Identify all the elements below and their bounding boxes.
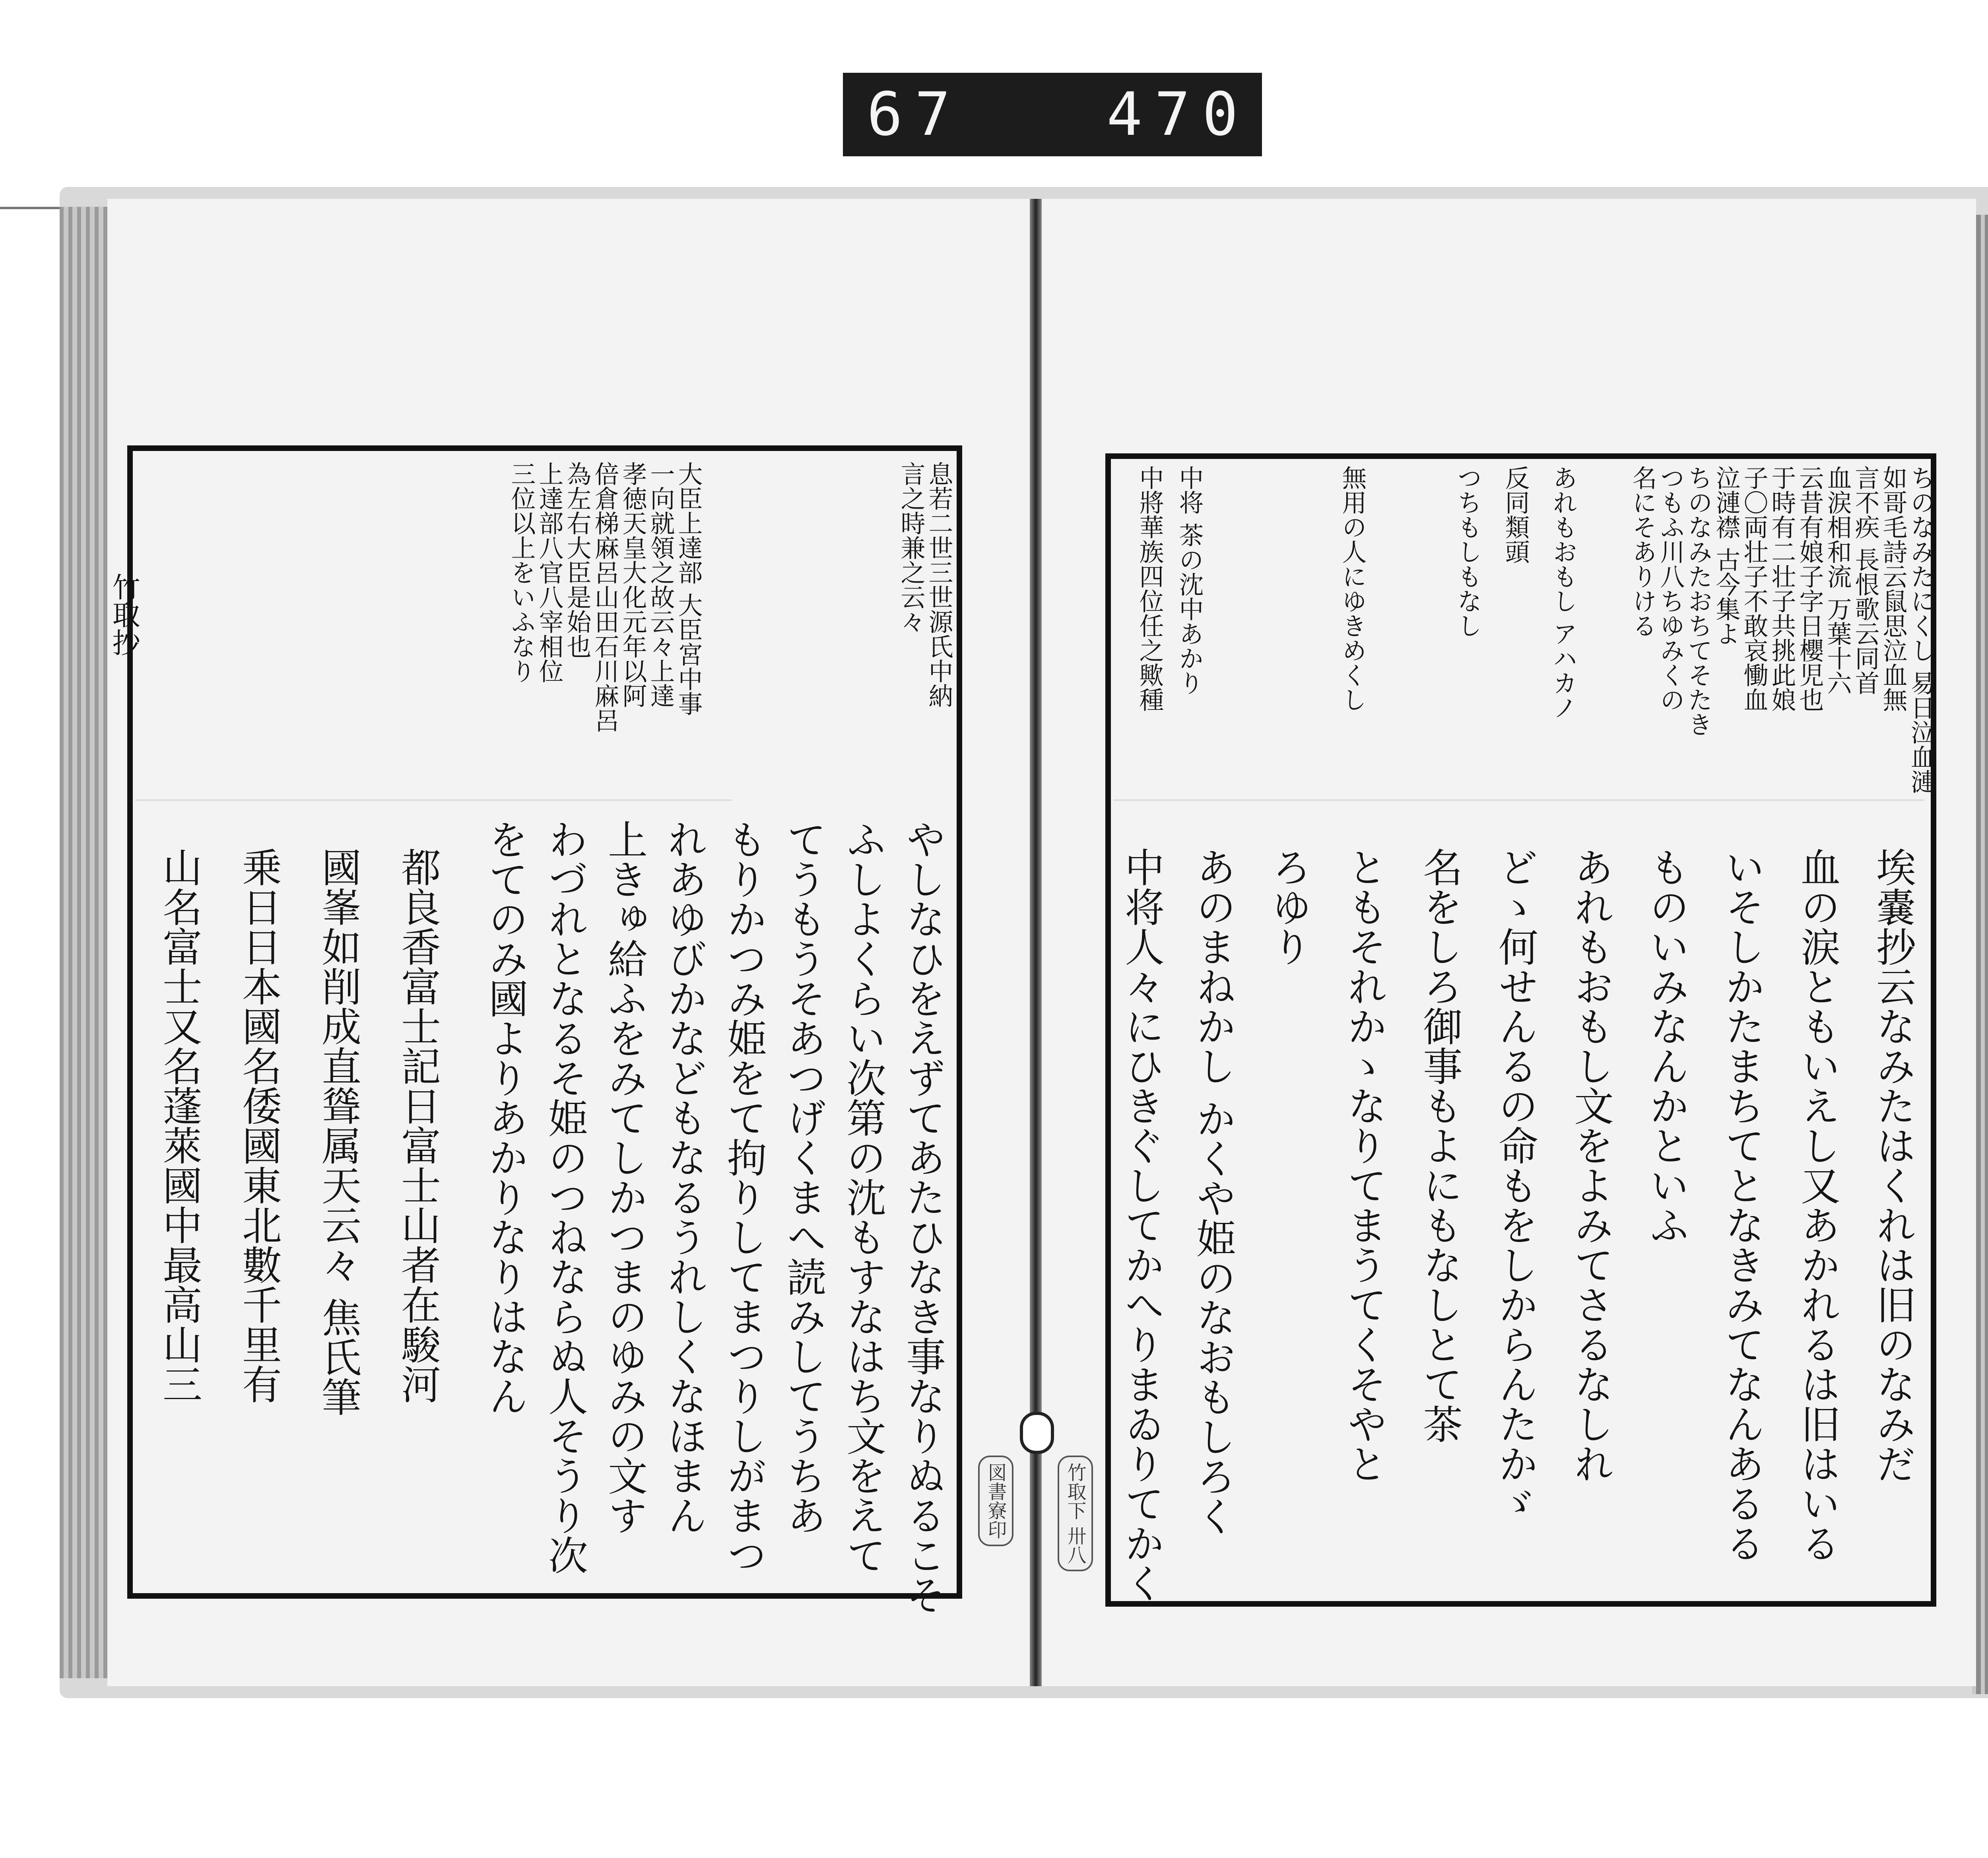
library-seal: 図書寮印 — [978, 1456, 1013, 1546]
right-annotation-column: 于時有二壮子共挑此娘 — [1767, 465, 1796, 712]
show-through-left — [199, 239, 234, 263]
right-annotation-column: ちのなみたにくし 易日泣血漣 — [1906, 465, 1936, 794]
right-annotation-column: 如哥毛詩云鼠思泣血無 — [1879, 465, 1908, 712]
left-main-column: てうもうそあつげくまへ読みしてうちあ — [780, 819, 827, 1535]
right-annotation-column: 反同類頭 — [1501, 465, 1530, 564]
right-main-column: 埃嚢抄云なみたはくれは旧のなみだ — [1870, 847, 1916, 1483]
right-annotation-column: 言不疾 長恨歌云同首 — [1851, 465, 1880, 695]
left-main-column: れあゆびかなどもなるうれしくなほまん — [661, 819, 707, 1535]
folio-number: 竹取下 卅八 — [1058, 1456, 1093, 1571]
right-annotation-column: 血涙相和流 万葉十六 — [1823, 465, 1852, 695]
right-main-column: 中将人々にひきぐしてかへりまゐりてかく — [1118, 847, 1165, 1603]
side-title: 竹取抄 — [108, 573, 140, 656]
right-main-column: あのまねかし かくや姫のなおもしろく — [1190, 847, 1236, 1536]
label-number-right: 470 — [1107, 80, 1250, 149]
left-main-column: 上きゅ給ふをみてしかつまのゆみの文す — [601, 819, 648, 1535]
left-annotation-column: 息若二世三世源氏中納 — [924, 461, 953, 708]
right-annotation-column: 中將華族四位任之歟種 — [1135, 465, 1164, 712]
right-main-column: ものいみなんかといふ — [1643, 847, 1689, 1245]
right-annotation-column: 中将 茶の沈中あかり — [1175, 465, 1204, 695]
left-annotation-column: 言之時兼之云々 — [897, 461, 926, 634]
right-section-break — [1113, 799, 1924, 801]
binding-clip — [1020, 1412, 1054, 1454]
left-annotation-column: 上達部八官八宰相位 — [535, 461, 564, 683]
left-annotation-column: 倍倉梯麻呂山田石川麻呂 — [590, 461, 619, 733]
right-main-column: 血の涙ともいえし又あかれるは旧はいる — [1794, 847, 1840, 1563]
gutter — [1030, 199, 1042, 1686]
left-main-column: 山名富士又名蓬萊國中最高山三 — [156, 847, 202, 1404]
left-annotation-column: 大臣上達部 大臣宮中事 — [674, 461, 703, 716]
left-annotation-column: 三位以上をいふなり — [507, 461, 536, 683]
left-main-column: 國峯如削成直聳属天云々 焦氏筆 — [315, 847, 361, 1417]
right-main-column: どゝ何せんるの命もをしからんたかゞ — [1492, 847, 1538, 1523]
right-annotation-column: 云昔有娘子字日櫻児也 — [1795, 465, 1824, 712]
left-section-break — [135, 799, 732, 801]
left-main-column: ふしよくらい次第の沈もすなはち文をえて — [840, 819, 886, 1575]
right-annotation-column: ちのなみたおちてそたき — [1684, 465, 1713, 737]
right-annotation-column: つちもしもなし — [1453, 465, 1482, 638]
right-main-column: ろゆり — [1265, 847, 1312, 966]
right-annotation-column: あれもおもし アハカノ — [1549, 465, 1578, 720]
left-main-column: 都良香富士記日富士山者在駿河 — [394, 847, 441, 1404]
right-annotation-column: 名にそありける — [1628, 465, 1657, 638]
right-annotation-column: 子〇両壮子不敢哀慟血 — [1740, 465, 1769, 712]
left-annotation-column: 為左右大臣是始也 — [563, 461, 592, 659]
right-annotation-column: 泣漣襟 古今集よ — [1712, 465, 1741, 646]
left-main-column: をてのみ國よりあかりなりはなん — [482, 819, 528, 1416]
label-number-left: 67 — [867, 80, 963, 149]
right-main-column: ともそれかゝなりてまうてくそやと — [1341, 847, 1387, 1483]
left-main-column: もりかつみ姫をて拘りしてまつりしがまつ — [720, 819, 767, 1575]
left-main-column: わづれとなるそ姫のつねならぬ人そうり次 — [542, 819, 588, 1575]
right-main-column: あれもおもし文をよみてさるなしれ — [1567, 847, 1614, 1483]
left-main-column: やしなひをえずてあたひなき事なりぬるこそ — [899, 819, 946, 1615]
left-annotation-column: 孝徳天皇大化元年以阿 — [618, 461, 647, 708]
left-annotation-column: 一向就領之故云々上達 — [646, 461, 675, 708]
right-main-column: いそしかたまちてとなきみてなんあるる — [1718, 847, 1765, 1563]
right-annotation-column: つもふ川八ちゆみくの — [1656, 465, 1685, 712]
right-main-column: 名をしろ御事もよにもなしとて茶 — [1416, 847, 1463, 1444]
right-annotation-column: 無用の人にゆきめくし — [1338, 465, 1367, 712]
catalog-label — [843, 73, 1262, 156]
left-main-column: 乗日日本國名倭國東北數千里有 — [235, 847, 282, 1404]
